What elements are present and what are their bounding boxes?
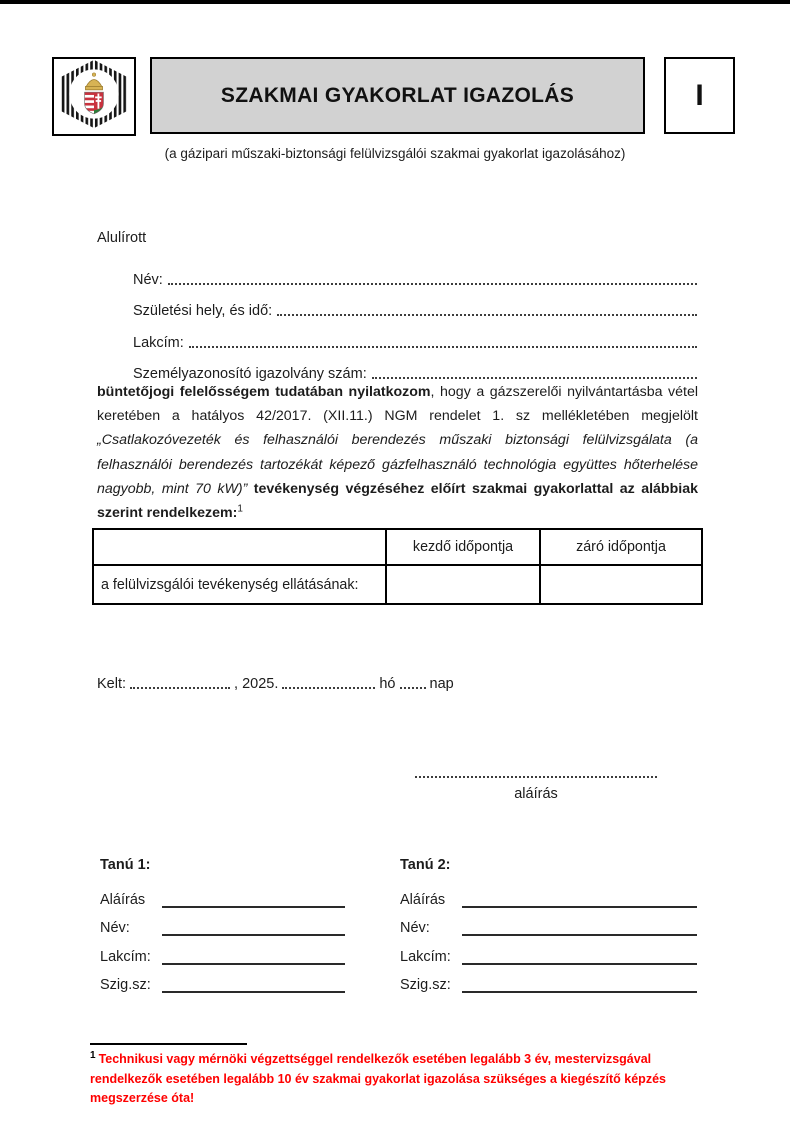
practice-period-table: [92, 528, 703, 605]
personal-data-fields: [133, 256, 697, 382]
id-number-field-blank: [372, 377, 697, 379]
birth-field-blank: [277, 314, 697, 316]
date-day-suffix: nap: [429, 676, 454, 692]
signature-label: aláírás: [514, 786, 558, 802]
witness-1-id-label: Szig.sz:: [100, 977, 151, 993]
declaration-regulation-quote: „Csatlakozóvezeték és felhasználói berendezés műszaki biztonsági felülvizsgálata (a felhasználói berendezés tartozékát képező gázfelhasználó technológia együttes hőterhelése nagyobb, mint 70 kW)”: [97, 432, 698, 497]
table-header-start-cell: kezdő időpontja: [386, 529, 540, 565]
name-field-row: [133, 256, 697, 288]
id-number-field-label: Személyazonosító igazolvány szám:: [133, 366, 367, 382]
table-header-end-cell: záró időpontja: [540, 529, 702, 565]
footnote-marker: 1: [90, 1049, 96, 1061]
date-month-suffix: hó: [379, 676, 396, 692]
document-subtitle: (a gázipari műszaki-biztonsági felülvizsgálói szakmai gyakorlat igazolásához): [164, 146, 626, 161]
footnote-separator: [90, 1043, 247, 1045]
id-number-field-row: [133, 351, 697, 383]
name-field-blank: [168, 283, 697, 285]
witness-2-address-row: [400, 936, 697, 965]
declaration-bold-tail: tevékenység végzéséhez előírt szakmai gyakorlattal az alábbiak szerint rendelkezem:: [97, 480, 698, 522]
birth-field-label: Születési hely, és idő:: [133, 303, 273, 319]
activity-label-cell: a felülvizsgálói tevékenység ellátásának:: [93, 565, 386, 604]
address-field-blank: [189, 346, 697, 348]
table-data-row: [93, 565, 702, 604]
date-month-blank: [282, 687, 375, 689]
table-header-empty-cell: [93, 529, 386, 565]
footnote: [90, 1050, 694, 1109]
date-place-blank: [130, 687, 230, 689]
date-year-label: , 2025.: [234, 676, 279, 692]
document-title: SZAKMAI GYAKORLAT IGAZOLÁS: [220, 83, 575, 107]
witness-1-address-label: Lakcím:: [100, 948, 151, 965]
witness-2-name-label: Név:: [400, 920, 430, 936]
witness-1-name-label: Név:: [100, 920, 130, 936]
birth-field-row: [133, 288, 697, 320]
witness-2-address-label: Lakcím:: [400, 948, 451, 965]
witness-1-id-row: [100, 965, 345, 994]
address-field-label: Lakcím:: [133, 334, 184, 351]
date-day-blank: [400, 687, 426, 689]
witness-1-signature-row: [100, 879, 345, 908]
footnote-reference-mark: 1: [237, 503, 243, 515]
witness-1-name-row: [100, 908, 345, 937]
declaration-paragraph: [97, 380, 698, 525]
authority-logo-box: [52, 57, 136, 136]
date-prefix-label: Kelt:: [97, 676, 127, 692]
end-date-cell: [540, 565, 702, 604]
witness-1-id-blank: [162, 991, 345, 993]
witness-2-signature-row: [400, 879, 697, 908]
signature-blank-line: [415, 764, 657, 778]
witness-1-signature-label: Aláírás: [100, 891, 146, 908]
start-date-cell: [386, 565, 540, 604]
intro-opening: Alulírott: [97, 230, 147, 246]
declaration-bold-lead: büntetőjogi felelősségem tudatában nyilatkozom: [97, 384, 431, 400]
witness-2-address-blank: [462, 963, 697, 965]
witness-1-address-blank: [162, 963, 345, 965]
witness-1-name-blank: [162, 934, 345, 936]
table-header-row: [93, 529, 702, 565]
document-title-box: [150, 57, 645, 134]
declaration-body: , hogy a gázszerelői nyilvántartásba vétel keretében a hatályos 42/2017. (XII.11.) NGM rendelet 1. sz mellékletében megjelölt: [97, 384, 699, 425]
hungarian-coat-of-arms-icon: [56, 58, 132, 135]
witness-2-name-blank: [462, 934, 697, 936]
witness-1-signature-blank: [162, 906, 345, 908]
witness-2-id-blank: [462, 991, 697, 993]
witness-2-name-row: [400, 908, 697, 937]
address-field-row: [133, 319, 697, 351]
witness-2-signature-blank: [462, 906, 697, 908]
witness-2-id-row: [400, 965, 697, 994]
form-index-box: [664, 57, 735, 134]
page-top-edge: [0, 0, 790, 4]
witness-2-id-label: Szig.sz:: [400, 977, 451, 993]
witness-1-address-row: [100, 936, 345, 965]
witness-2-signature-label: Aláírás: [400, 891, 446, 908]
witness-1-title: Tanú 1:: [100, 857, 151, 873]
witness-2-title: Tanú 2:: [400, 857, 451, 873]
date-line: [97, 676, 454, 692]
form-index-mark: I: [695, 78, 704, 112]
witness-1-block: [100, 857, 345, 993]
name-field-label: Név:: [133, 271, 163, 288]
witness-2-block: [400, 857, 697, 993]
footnote-text: Technikusi vagy mérnöki végzettséggel rendelkezők esetében legalább 3 év, mestervizsgával rendelkezők esetében legalább 10 év szakmai gyakorlat igazolása szükséges a kiegészítő képzés megszerzése óta!: [90, 1052, 666, 1105]
